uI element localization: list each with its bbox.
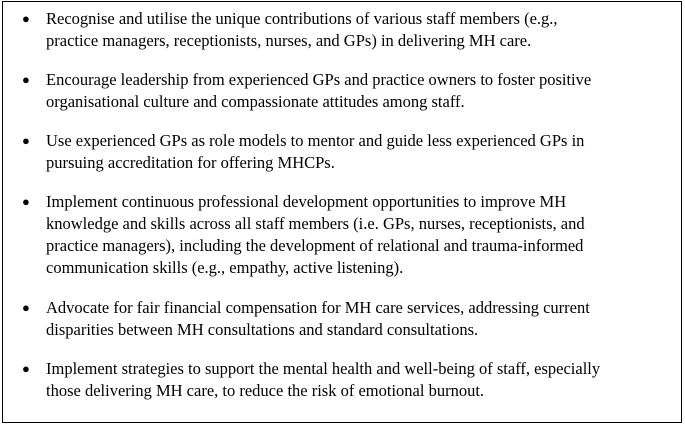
list-item-text: Use experienced GPs as role models to mentor and guide less experienced GPs in pursuing accreditation for offering MHCPs.	[46, 131, 585, 172]
recommendations-box	[2, 1, 682, 423]
bullet-icon: ●	[22, 133, 30, 148]
bullet-icon: ●	[22, 361, 30, 376]
list-item-text: Advocate for fair financial compensation for MH care services, addressing current disparities between MH consultations and standard consultations.	[46, 298, 590, 339]
list-item-text: Implement continuous professional development opportunities to improve MH knowledge and skills across all staff members (i.e. GPs, nurses, receptionists, and practice managers), including the development of relational and trauma-informed communication skills (e.g., empathy, active listening).	[46, 192, 585, 277]
bullet-icon: ●	[22, 300, 30, 315]
bullet-icon: ●	[22, 72, 30, 87]
bullet-icon: ●	[22, 194, 30, 209]
list-item-text: Recognise and utilise the unique contributions of various staff members (e.g., practice managers, receptionists, nurses, and GPs) in delivering MH care.	[46, 9, 558, 50]
list-item-text: Implement strategies to support the mental health and well-being of staff, especially those delivering MH care, to reduce the risk of emotional burnout.	[46, 359, 601, 400]
list-item-text: Encourage leadership from experienced GPs and practice owners to foster positive organisational culture and compassionate attitudes among staff.	[46, 70, 592, 111]
bullet-icon: ●	[22, 11, 30, 26]
